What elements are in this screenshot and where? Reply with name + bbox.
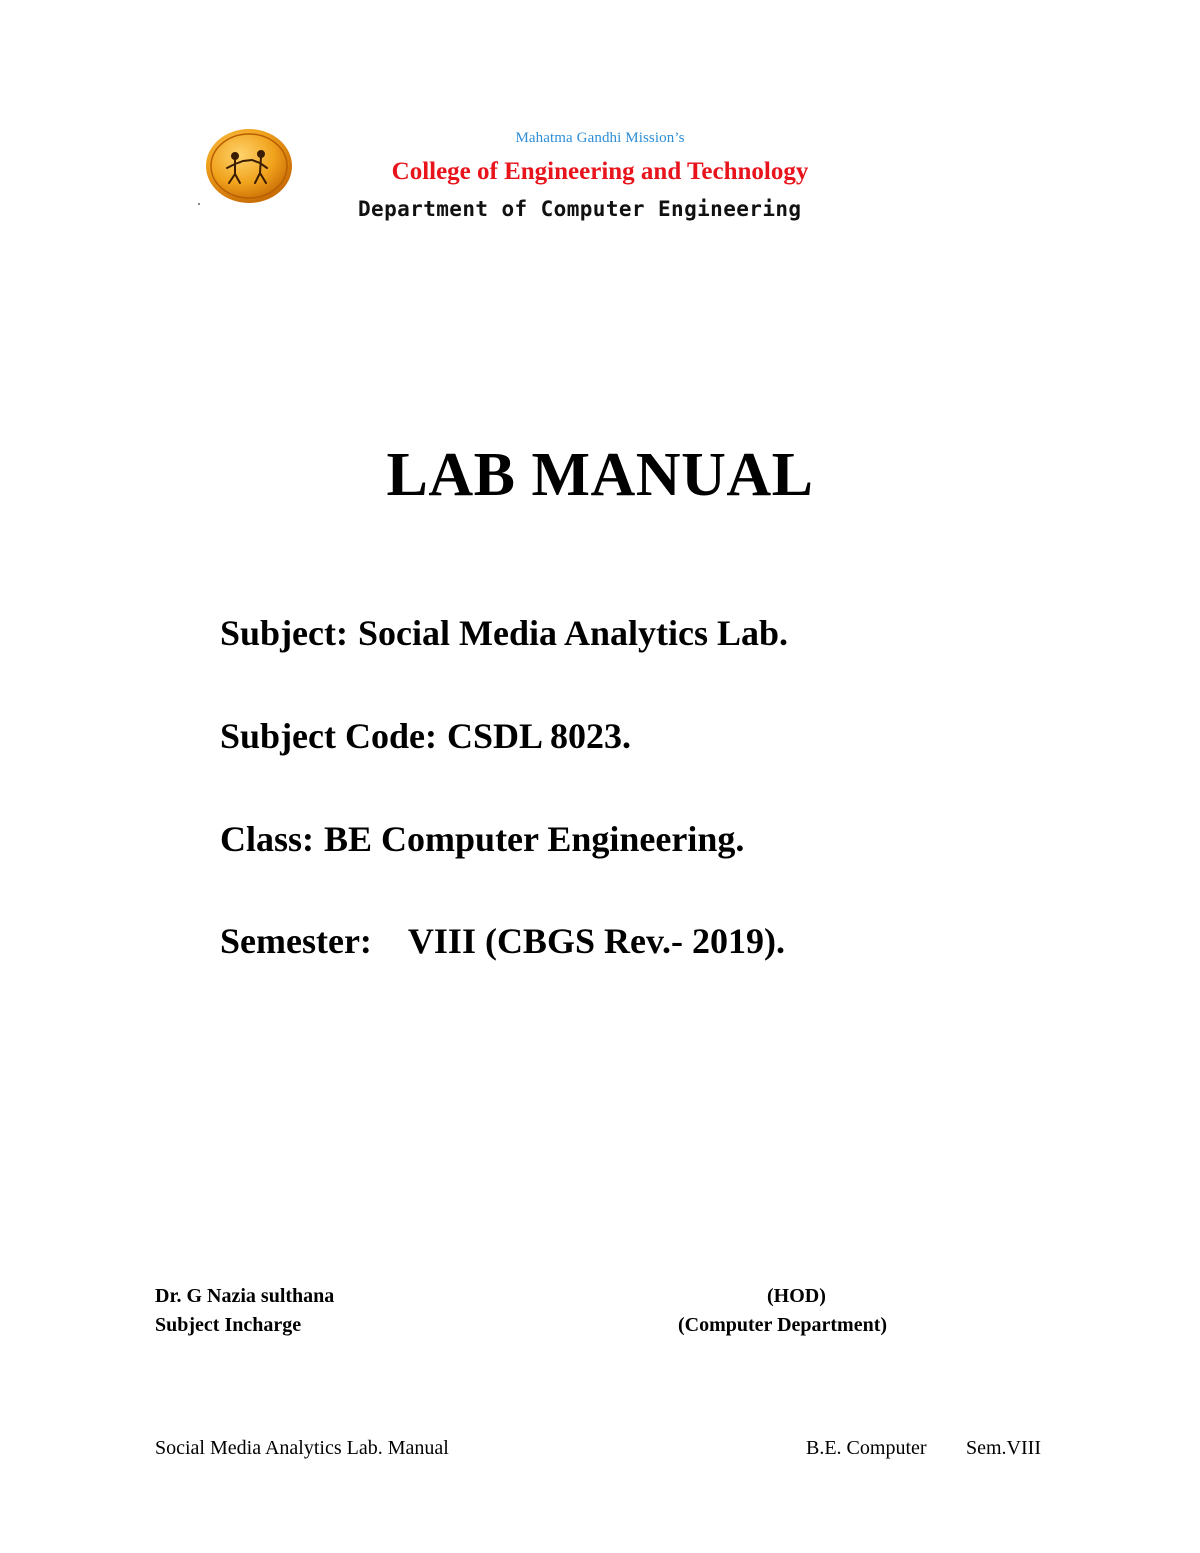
semester-line (220, 920, 785, 962)
mission-text: Mahatma Gandhi Mission’s (515, 130, 685, 146)
college-name: College of Engineering and Technology (391, 158, 809, 185)
logo-dot (198, 203, 200, 205)
class-label: Class: (220, 819, 315, 859)
class-line (220, 818, 744, 860)
page-title: LAB MANUAL (386, 441, 814, 509)
footer-course: B.E. Computer (806, 1437, 927, 1459)
subject-code-value: CSDL 8023. (446, 716, 632, 756)
footer-semester: Sem.VIII (966, 1437, 1041, 1459)
semester-label: Semester: (220, 921, 372, 961)
subject-code-line (220, 715, 631, 757)
incharge-role: Subject Incharge (155, 1314, 302, 1336)
subject-line (220, 612, 788, 654)
subject-label: Subject: (220, 613, 348, 653)
hod-role: (Computer Department) (678, 1314, 888, 1336)
semester-value: VIII (CBGS Rev.- 2019). (407, 921, 785, 961)
class-value: BE Computer Engineering. (324, 819, 745, 859)
subject-value: Social Media Analytics Lab. (358, 613, 789, 653)
hod-name: (HOD) (767, 1285, 826, 1307)
incharge-name: Dr. G Nazia sulthana (155, 1285, 335, 1307)
footer-title: Social Media Analytics Lab. Manual (155, 1437, 449, 1459)
subject-code-label: Subject Code: (220, 716, 437, 756)
department-name: Department of Computer Engineering (358, 197, 802, 221)
